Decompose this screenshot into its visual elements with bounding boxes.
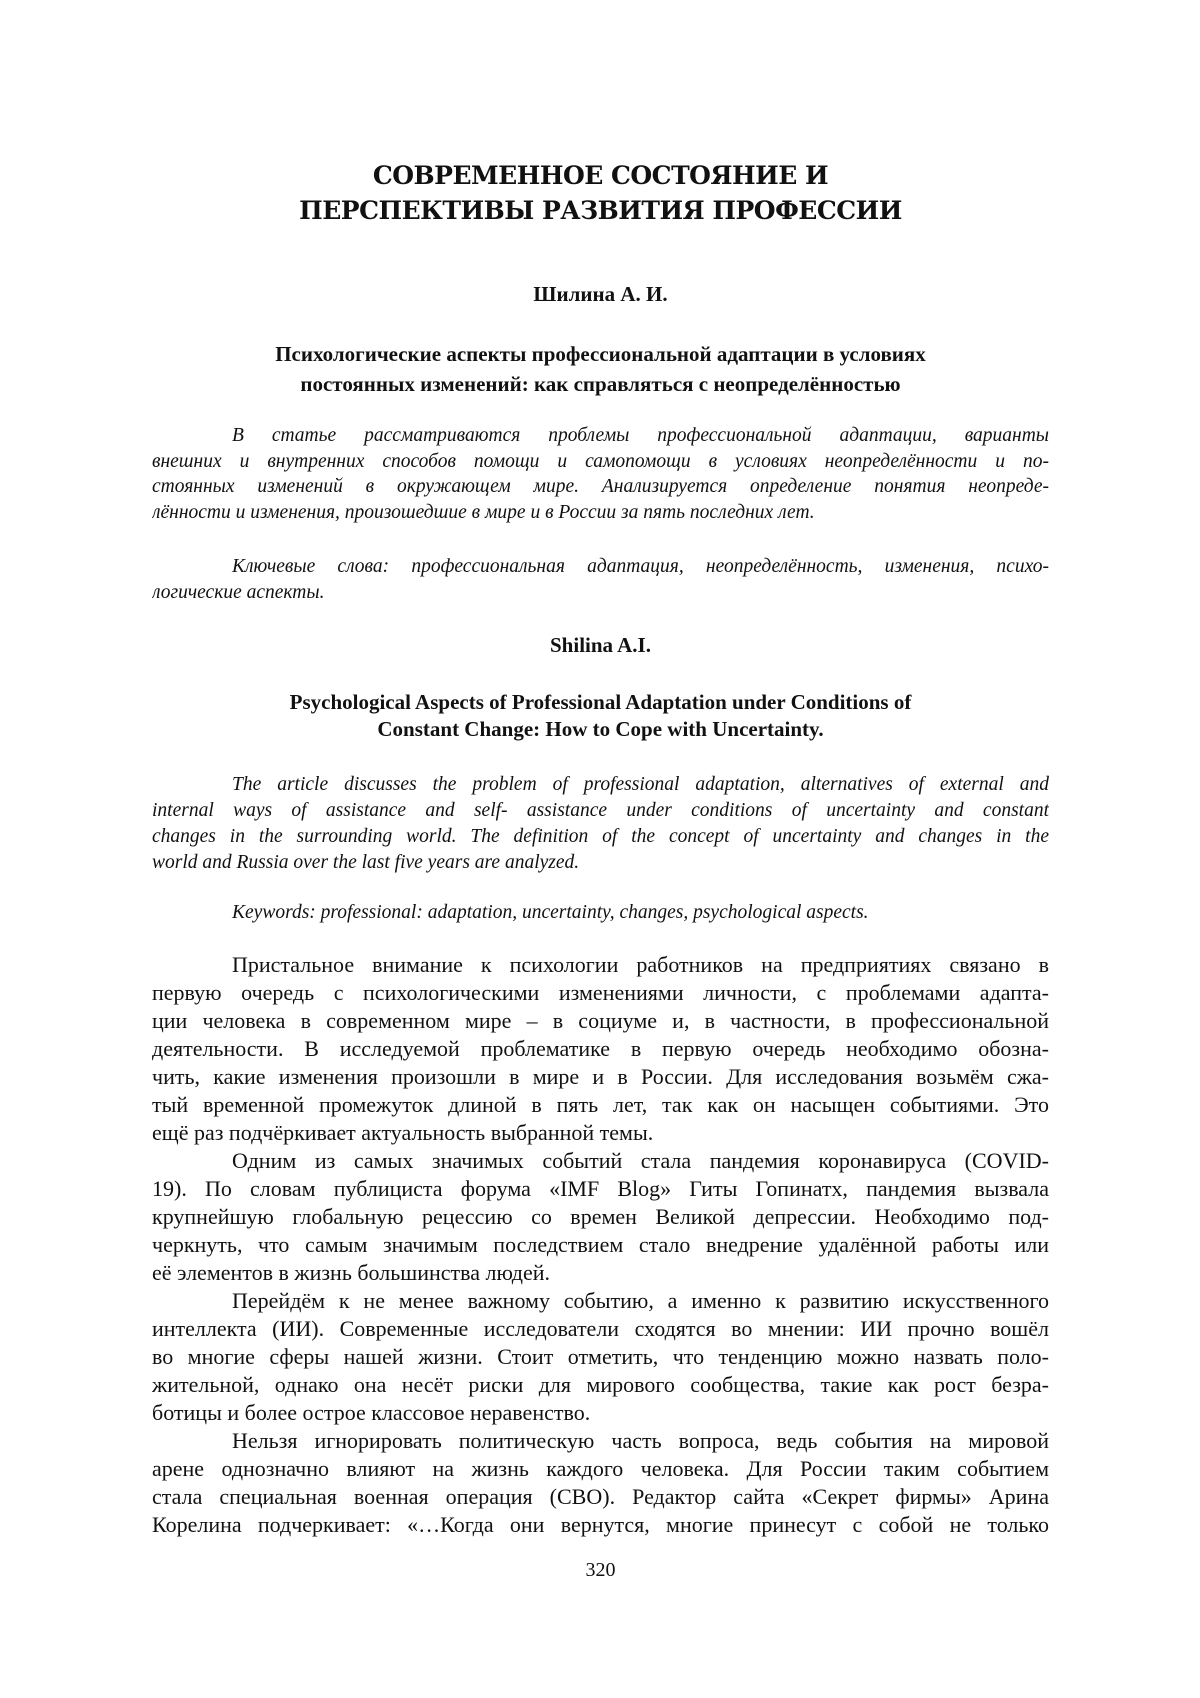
page-number: 320 xyxy=(152,1558,1049,1582)
body-line: жительной, однако она несёт риски для мирового сообщества, такие как рост безра- xyxy=(152,1371,1049,1399)
body-line: Корелина подчеркивает: «…Когда они вернутся, многие принесут с собой не только xyxy=(152,1511,1049,1539)
abstract-line: внешних и внутренних способов помощи и самопомощи в условиях неопределённости и по- xyxy=(152,449,1049,475)
article-title-line: Constant Change: How to Cope with Uncertainty. xyxy=(152,716,1049,743)
body-line: первую очередь с психологическими изменениями личности, с проблемами адапта- xyxy=(152,979,1049,1007)
body-line: во многие сферы нашей жизни. Стоит отметить, что тенденцию можно назвать поло- xyxy=(152,1343,1049,1371)
abstract-line: The article discusses the problem of professional adaptation, alternatives of external and xyxy=(152,772,1049,798)
body-line: тый временной промежуток длиной в пять лет, так как он насыщен событиями. Это xyxy=(152,1091,1049,1119)
body-line: интеллекта (ИИ). Современные исследователи сходятся во мнении: ИИ прочно вошёл xyxy=(152,1315,1049,1343)
keywords-ru xyxy=(152,554,1049,605)
body-line: её элементов в жизнь большинства людей. xyxy=(152,1259,1049,1287)
article-title-line: постоянных изменений: как справляться с неопределённостью xyxy=(152,369,1049,399)
abstract-line: changes in the surrounding world. The definition of the concept of uncertainty and changes in the xyxy=(152,824,1049,850)
abstract-line: лённости и изменения, произошедшие в мире и в России за пять последних лет. xyxy=(152,500,1049,526)
body-line: Перейдём к не менее важному событию, а именно к развитию искусственного xyxy=(152,1287,1049,1315)
body-line: чить, какие изменения произошли в мире и в России. Для исследования возьмём сжа- xyxy=(152,1063,1049,1091)
body-line: ции человека в современном мире – в социуме и, в частности, в профессиональной xyxy=(152,1007,1049,1035)
article-title-en xyxy=(152,689,1049,743)
keywords-en xyxy=(152,900,1049,926)
article-title-ru xyxy=(152,339,1049,399)
abstract-line: В статье рассматриваются проблемы профессиональной адаптации, варианты xyxy=(152,423,1049,449)
body-line: Одним из самых значимых событий стала пандемия коронавируса (COVID- xyxy=(152,1147,1049,1175)
body-line: деятельности. В исследуемой проблематике в первую очередь необходимо обозна- xyxy=(152,1035,1049,1063)
body-line: ботицы и более острое классовое неравенство. xyxy=(152,1399,1049,1427)
author-en: Shilina A.I. xyxy=(152,631,1049,659)
abstract-line: стоянных изменений в окружающем мире. Анализируется определение понятия неопреде- xyxy=(152,474,1049,500)
body-line: Пристальное внимание к психологии работников на предприятиях связано в xyxy=(152,951,1049,979)
body-line: черкнуть, что самым значимым последствием стало внедрение удалённой работы или xyxy=(152,1231,1049,1259)
article-title-line: Psychological Aspects of Professional Adaptation under Conditions of xyxy=(152,689,1049,716)
body-text xyxy=(152,951,1049,1539)
abstract-en xyxy=(152,772,1049,876)
paragraph xyxy=(152,1287,1049,1427)
paragraph xyxy=(152,1147,1049,1287)
keywords-line: логические аспекты. xyxy=(152,580,1049,606)
article-title-line: Психологические аспекты профессиональной адаптации в условиях xyxy=(152,339,1049,369)
body-line: крупнейшую глобальную рецессию со времен Великой депрессии. Необходимо под- xyxy=(152,1203,1049,1231)
body-line: арене однозначно влияют на жизнь каждого человека. Для России таким событием xyxy=(152,1455,1049,1483)
body-line: 19). По словам публициста форума «IMF Blog» Гиты Гопинатх, пандемия вызвала xyxy=(152,1175,1049,1203)
keywords-line: Keywords: professional: adaptation, uncertainty, changes, psychological aspects. xyxy=(152,900,1049,926)
abstract-line: world and Russia over the last five years are analyzed. xyxy=(152,850,1049,876)
section-title-line: СОВРЕМЕННОЕ СОСТОЯНИЕ И xyxy=(152,158,1049,193)
paragraph xyxy=(152,1427,1049,1539)
section-title xyxy=(152,158,1049,228)
section-title-line: ПЕРСПЕКТИВЫ РАЗВИТИЯ ПРОФЕССИИ xyxy=(152,193,1049,228)
abstract-line: internal ways of assistance and self- assistance under conditions of uncertainty and constant xyxy=(152,798,1049,824)
keywords-line: Ключевые слова: профессиональная адаптация, неопределённость, изменения, психо- xyxy=(152,554,1049,580)
body-line: Нельзя игнорировать политическую часть вопроса, ведь события на мировой xyxy=(152,1427,1049,1455)
author-ru: Шилина А. И. xyxy=(152,280,1049,308)
paragraph xyxy=(152,951,1049,1147)
abstract-ru xyxy=(152,423,1049,526)
body-line: ещё раз подчёркивает актуальность выбранной темы. xyxy=(152,1119,1049,1147)
body-line: стала специальная военная операция (СВО). Редактор сайта «Секрет фирмы» Арина xyxy=(152,1483,1049,1511)
